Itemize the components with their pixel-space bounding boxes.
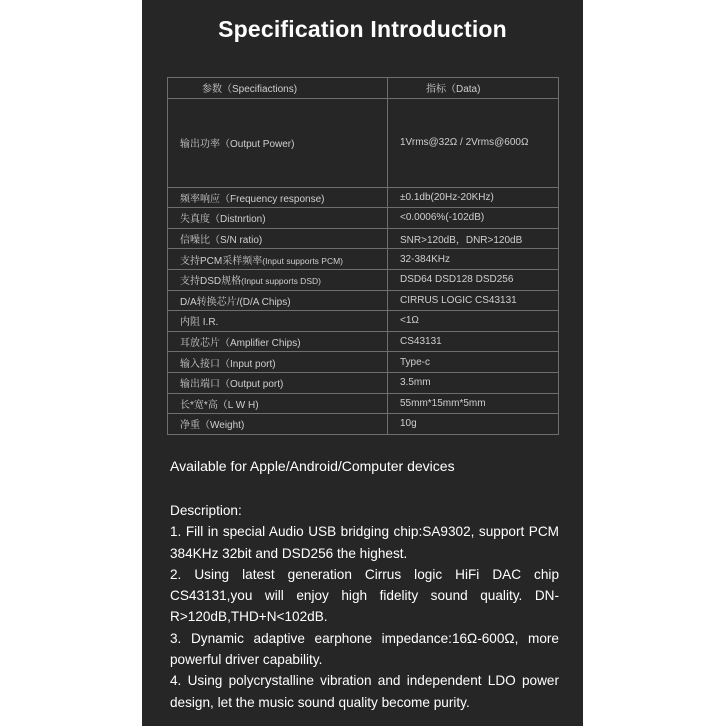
- table-row: [168, 393, 559, 414]
- row-label: 内阻 I.R.: [168, 311, 388, 332]
- table-row: [168, 414, 559, 435]
- table-row: [168, 187, 559, 208]
- table-row: [168, 311, 559, 332]
- row-value: Type-c: [388, 352, 559, 373]
- header-value: 指标（Data): [388, 78, 559, 99]
- spec-table: [167, 77, 559, 435]
- row-value: 55mm*15mm*5mm: [388, 393, 559, 414]
- row-label: [168, 249, 388, 270]
- row-value: CS43131: [388, 331, 559, 352]
- row-value: <1Ω: [388, 311, 559, 332]
- row-value: DSD64 DSD128 DSD256: [388, 269, 559, 290]
- row-label: D/A转换芯片/(D/A Chips): [168, 290, 388, 311]
- description-item: 2. Using latest generation Cirrus logic HiFi DAC chip CS43131,you will enjoy high fidelity sound quality. DN-R>120dB,THD+N<102dB.: [170, 566, 559, 625]
- row-label: 输出端口（Output port): [168, 372, 388, 393]
- row-value: SNR>120dB，DNR>120dB: [388, 228, 559, 249]
- row-value: 32-384KHz: [388, 249, 559, 270]
- description-heading: Description:: [170, 503, 242, 518]
- row-label: [168, 269, 388, 290]
- row-label: 频率响应（Frequency response): [168, 187, 388, 208]
- header-param: 参数（Specifiactions): [168, 78, 388, 99]
- description-item: 4. Using polycrystalline vibration and independent LDO power design, let the music sound quality become purity.: [170, 673, 559, 710]
- description-item: 3. Dynamic adaptive earphone impedance:16Ω-600Ω, more powerful driver capability.: [170, 630, 559, 668]
- table-row: [168, 352, 559, 373]
- row-label: 耳放芯片（Amplifier Chips): [168, 331, 388, 352]
- row-value: CIRRUS LOGIC CS43131: [388, 290, 559, 311]
- table-row: [168, 98, 559, 187]
- row-label: 输入接口（Input port): [168, 352, 388, 373]
- table-row: [168, 269, 559, 290]
- row-value: 1Vrms@32Ω / 2Vrms@600Ω: [388, 98, 559, 187]
- description-item: 1. Fill in special Audio USB bridging chip:SA9302, support PCM 384KHz 32bit and DSD256 the highest.: [170, 524, 559, 561]
- row-label-note: (Input supports PCM): [262, 255, 344, 266]
- row-label: 长*宽*高（L W H): [168, 393, 388, 414]
- row-label: 净重（Weight): [168, 414, 388, 435]
- table-row: [168, 372, 559, 393]
- row-label-main: 支持DSD规格: [180, 276, 242, 288]
- description-block: [170, 500, 559, 713]
- row-label-main: 支持PCM采样频率: [180, 255, 263, 267]
- row-label-note: (Input supports DSD): [241, 276, 321, 287]
- spec-panel: [142, 0, 583, 726]
- table-row: [168, 290, 559, 311]
- row-label: 输出功率（Output Power): [168, 98, 388, 187]
- row-value: ±0.1db(20Hz-20KHz): [388, 187, 559, 208]
- table-header-row: [168, 78, 559, 99]
- row-value: <0.0006%(-102dB): [388, 208, 559, 229]
- availability-text: Available for Apple/Android/Computer devices: [170, 458, 455, 474]
- table-row: [168, 208, 559, 229]
- row-label: 信噪比（S/N ratio): [168, 228, 388, 249]
- row-value: 10g: [388, 414, 559, 435]
- table-row: [168, 228, 559, 249]
- row-label: 失真度（Distnrtion): [168, 208, 388, 229]
- table-row: [168, 249, 559, 270]
- table-row: [168, 331, 559, 352]
- row-value: 3.5mm: [388, 372, 559, 393]
- page-title: Specification Introduction: [218, 16, 507, 42]
